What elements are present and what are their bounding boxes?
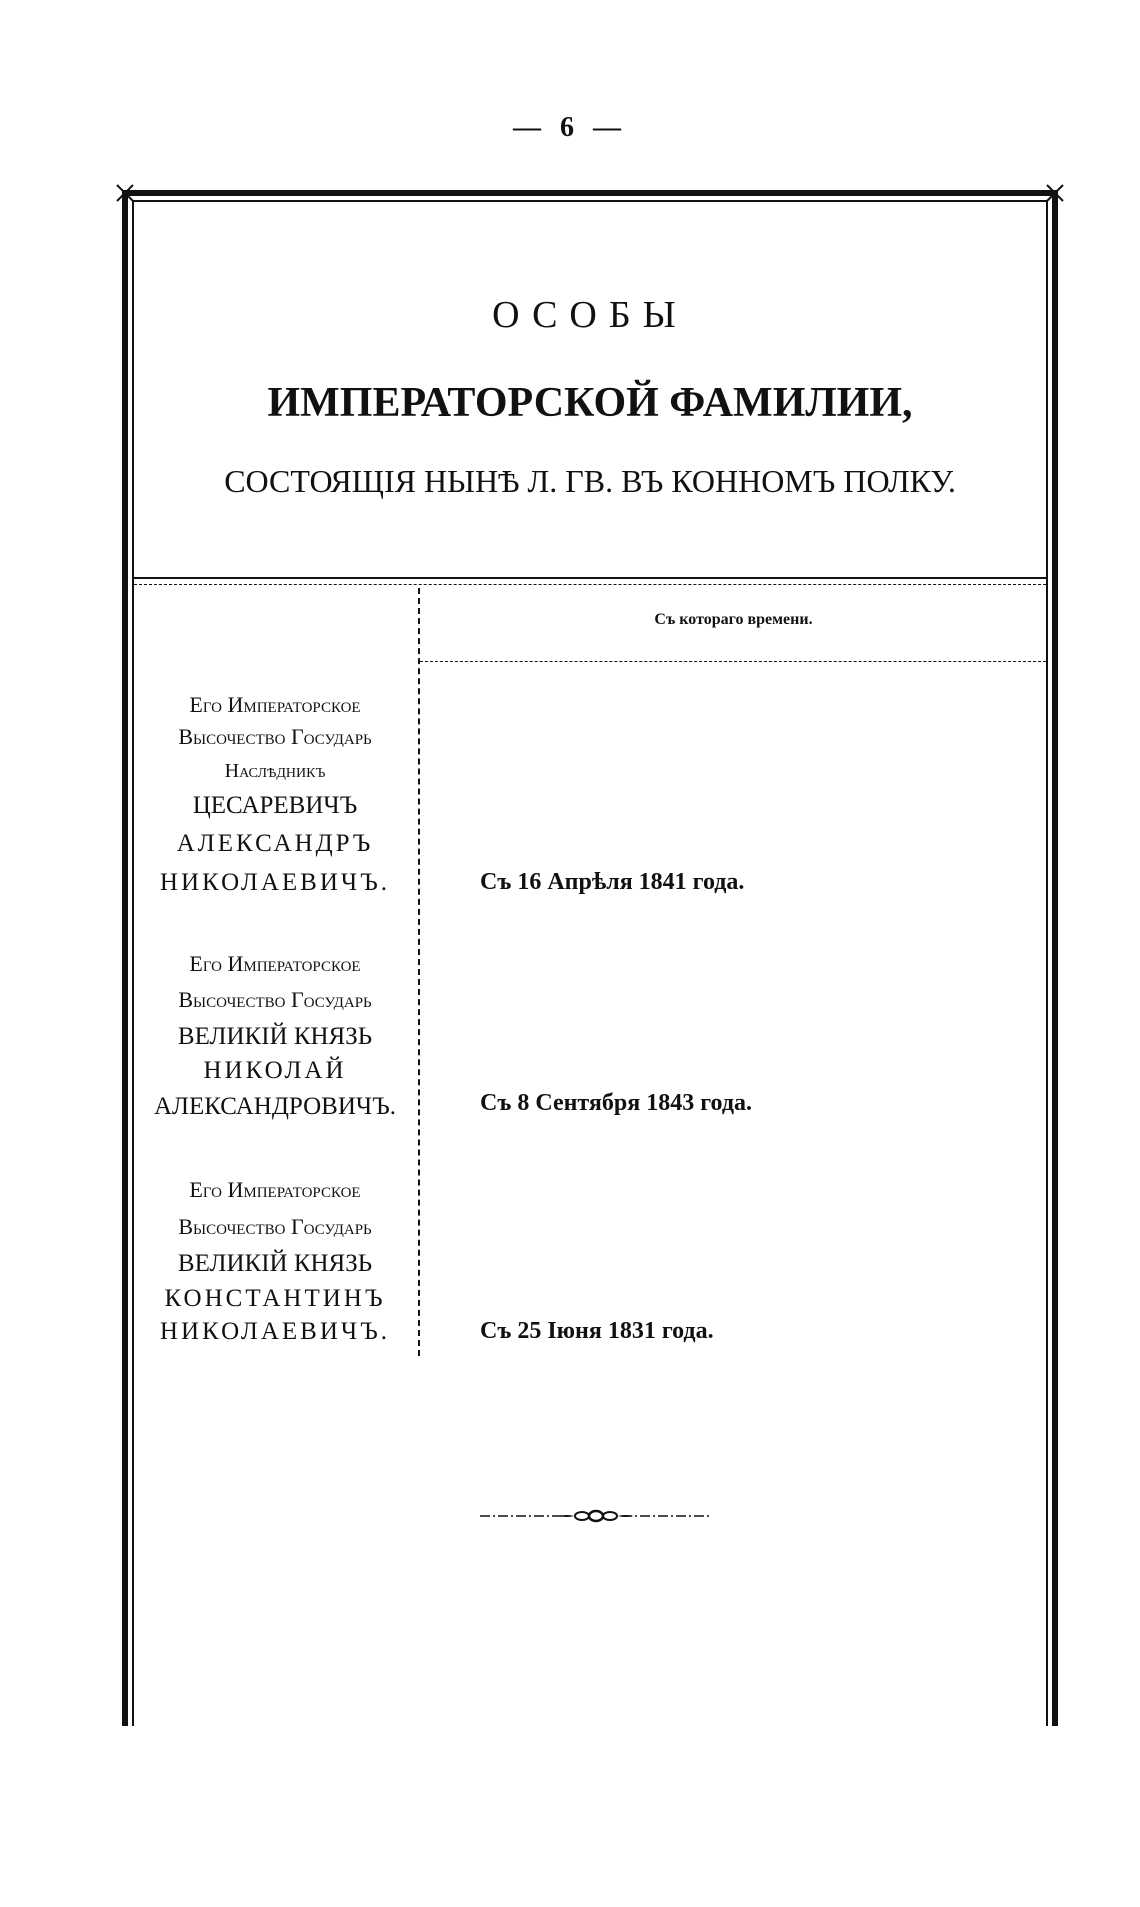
column-header-since-when: Съ котораго времени. <box>654 611 813 628</box>
entry-name-line: Высочество Государь <box>178 724 372 749</box>
frame-right-inner <box>1046 200 1048 1726</box>
entry-name-line: ЦЕСАРЕВИЧЪ <box>192 792 358 819</box>
corner-ornament-right-icon <box>1044 182 1066 204</box>
entry-name-line: НИКОЛАЕВИЧЪ. <box>159 1318 391 1345</box>
entry-name-line: НИКОЛАЙ <box>203 1057 347 1084</box>
entry-name-line: ВЕЛИКІЙ КНЯЗЬ <box>177 1023 373 1050</box>
corner-ornament-left-icon <box>114 182 136 204</box>
header-bottom-rule <box>134 577 1046 579</box>
entry-name-line: Наслѣдникъ <box>224 760 326 782</box>
entry-name-line: НИКОЛАЕВИЧЪ. <box>159 869 391 896</box>
column-divider <box>418 588 420 1356</box>
page-number: — 6 — <box>513 112 627 143</box>
header-bottom-dashed-rule <box>134 584 1046 585</box>
entry-date: Съ 25 Іюня 1831 года. <box>480 1318 714 1344</box>
entry-name-line: Высочество Государь <box>178 1214 372 1239</box>
entry-name-line: Его Императорское <box>189 692 361 717</box>
column-header-rule <box>420 661 1046 662</box>
entry-name-line: АЛЕКСАНДРОВИЧЪ. <box>153 1093 397 1120</box>
frame-top-outer <box>122 190 1058 196</box>
entry-name-line: АЛЕКСАНДРЪ <box>176 830 374 857</box>
frame-left-outer <box>122 190 128 1726</box>
entry-name-line: КОНСТАНТИНЪ <box>164 1285 386 1312</box>
entry-date: Съ 8 Сентября 1843 года. <box>480 1090 752 1116</box>
entry-name-line: Его Императорское <box>189 1177 361 1202</box>
title-line-1: ОСОБЫ <box>492 294 688 336</box>
ornament-divider-icon <box>478 1504 714 1528</box>
frame-top-inner <box>132 200 1048 202</box>
entry-name-line: Высочество Государь <box>178 987 372 1012</box>
title-line-3: СОСТОЯЩІЯ НЫНѢ Л. ГВ. ВЪ КОННОМЪ ПОЛКУ. <box>224 463 956 499</box>
frame-right-outer <box>1052 190 1058 1726</box>
entry-name-line: ВЕЛИКІЙ КНЯЗЬ <box>177 1250 373 1277</box>
title-line-2: ИМПЕРАТОРСКОЙ ФАМИЛИИ, <box>267 380 913 426</box>
entry-name-line: Его Императорское <box>189 951 361 976</box>
entry-date: Съ 16 Апрѣля 1841 года. <box>480 869 745 895</box>
